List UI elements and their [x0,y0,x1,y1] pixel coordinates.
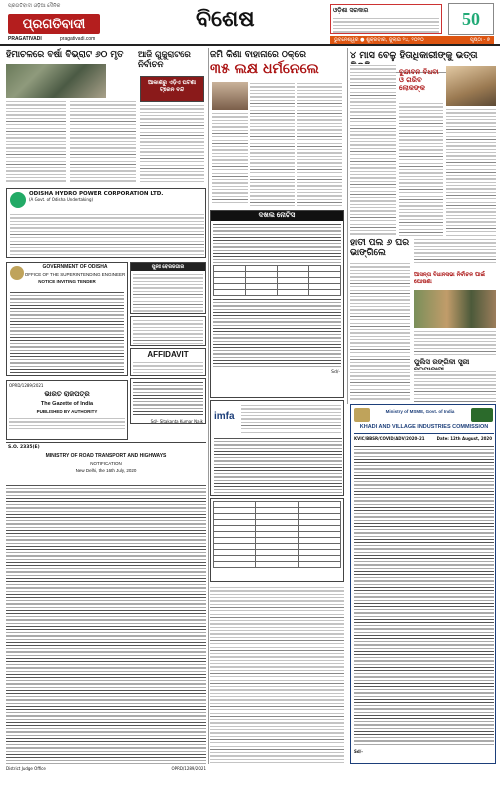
header-tagline: ପ୍ରଗତିବାଦୀ ଓଡ଼ିଆ ଦୈନିକ [8,3,61,9]
left-side-box-text: ଆକାଶରୁ ଏଡ଼ିଏ ଘଟଣା ଟ୍ରେନ ବନ୍ଦ [147,80,197,93]
gov-odisha-body [10,291,124,373]
election-headline: ଆସନ୍ତା ବିଧାନସଭା ନିର୍ବାଚନ ପାଇଁ ଘୋଷଣା [414,272,485,285]
odisha-hydro-sub: (A Govt. of Odisha Undertaking) [29,197,94,202]
affidavit-box [130,348,206,376]
masthead-url: pragativadi.com [60,36,96,42]
center-headline-1: ଜମି କିଣା ବାହାନାରେ ଠକ୍ରେ [210,50,306,60]
gazette-ref: OPRD/1289/2021 [9,383,44,388]
left-top-body-2 [70,100,136,184]
odisha-hydro-ad [6,188,206,258]
center-top-story [210,50,345,77]
center-bottom-body [210,586,344,764]
affidavit-signature: Sd/- Sitakanta Kumar Naik [150,419,203,424]
center-body-2 [297,82,342,206]
right-body-1 [350,64,396,236]
elephant-body [350,262,410,402]
kvic-body [354,445,494,745]
tender-notice-title: NOTICE INVITING TENDER [38,279,96,284]
gazette-header-block [6,380,128,440]
masthead-header [0,0,500,46]
kvic-date: Date: 12th August, 2020 [436,436,492,441]
dakhal-notice-title: ଦଖଲ ନୋଟିସ [211,211,343,221]
gazette-footer-ref: OPRD/1289/2021 [171,766,206,771]
gazette-body [6,484,206,764]
notification-title: NOTIFICATION [90,461,122,466]
elephant-headline: ହାତୀ ପଲ ୬ ଘର ଭାଙ୍ଗିଲେ [350,238,410,258]
ministry-title: MINISTRY OF ROAD TRANSPORT AND HIGHWAYS [45,453,167,459]
odisha-emblem-icon [10,266,24,280]
election-photo [414,290,496,328]
left-side-body [140,104,204,184]
imfa-logo: imfa [214,411,235,422]
kvic-signature: Sd/- [354,749,363,754]
gazette-footer [6,766,206,771]
masthead-english: PRAGATIVADI [8,36,42,42]
masthead-logo: ପ୍ରଗତିବାଦୀ [8,14,100,34]
kvic-ref: KVIC/BBSR/COVID/ADV/2020-21 [354,436,425,441]
district-office: District Judge Office [6,766,46,771]
left-side-story [138,50,206,70]
odisha-hydro-title: ODISHA HYDRO POWER CORPORATION LTD. [29,191,164,197]
left-side-box [140,76,204,102]
left-side-headline: ଆଜି ଗୁଜୁରାଟରେ ନିର୍ବାଚନ [138,50,191,70]
small-notice-1: ପୁନଃ ବେରଜଗାର [130,262,206,314]
gazette-number: S.O. 2335(E) [8,445,40,450]
gazette-title: ଭାରତ ରାଜପତ୍ର [44,391,90,398]
murder-body [414,370,496,402]
dateline-text: ଭୁବନେଶ୍ୱର ● ଶୁକ୍ରବାର, ଜୁଲାଇ ୨୪, ୨୦୨୦ [334,37,424,43]
right-body-3 [446,108,496,236]
gov-office-title: OFFICE OF THE SUPERINTENDING ENGINEER [24,272,126,277]
election-body [414,330,496,356]
gazette-notification [6,442,206,482]
right-body-2 [399,102,443,236]
gov-odisha-notice [6,262,128,376]
page-number: ପୃଷ୍ଠା - ୭ [470,37,490,43]
notification-date: New Delhi, the 16th July, 2020 [75,468,137,473]
center-body-1 [250,82,295,206]
right-photo [446,66,496,106]
elephant-story [350,238,412,258]
right-headline: ୪ ମାସ ବେଳୁ ହିତାଧିକାରୀଙ୍କୁ ଭତ୍ତା [350,50,478,61]
imfa-ad [210,400,344,496]
khadi-logo-icon [471,408,493,422]
center-headline-2: ୩୫ ଲକ୍ଷ ଧର୍ମନେଲେ [210,61,319,77]
small-notice-2 [130,316,206,346]
dakhal-signature: Sd/- [331,370,340,375]
kvic-title: KHADI AND VILLAGE INDUSTRIES COMMISSION [359,424,489,430]
ohpc-logo-icon [10,192,26,208]
dakhal-notice [210,210,344,398]
right-inset [399,68,443,100]
kvic-ad [350,404,496,764]
dateline [330,36,494,44]
gazette-title-en: The Gazette of India [40,401,94,407]
kvic-subtitle: Ministry of MSME, Govt. of India [385,409,455,414]
gov-odisha-title: GOVERNMENT OF ODISHA [42,264,108,270]
affidavit-title: AFFIDAVIT [147,350,189,359]
gazette-published: PUBLISHED BY AUTHORITY [36,409,98,414]
left-top-headline: ହିମାଚଳରେ ବର୍ଷା ବିଭ୍ରାଟ ୬୦ ମୃତ [6,50,124,60]
murder-headline: ପୁଲିସ ରଙ୍ଗିଳୀ ସ୍ତ୍ରୀ [414,357,470,366]
section-title: ବିଶେଷ [196,6,255,32]
election-story [414,272,496,285]
left-top-body [6,100,66,184]
odisha-hydro-body [10,213,204,255]
affidavit-body [130,378,206,424]
center-photo [212,82,248,110]
center-lower-notice [210,498,344,582]
anniversary-badge: 50 [448,3,494,35]
left-top-story [6,50,132,61]
dakhal-table [213,265,341,296]
right-inset-text: ବୁନ୍ଦାବନ ବିଧବା ଓ ଗରିବ ଲୋକଙ୍କ [399,68,439,92]
header-ad: ଓଡ଼ିଶା ସରକାର [330,4,442,34]
ashoka-emblem-icon [354,408,370,422]
landslide-photo [6,64,106,98]
center-body-0 [212,112,248,206]
mid-right-body-top [414,238,496,266]
